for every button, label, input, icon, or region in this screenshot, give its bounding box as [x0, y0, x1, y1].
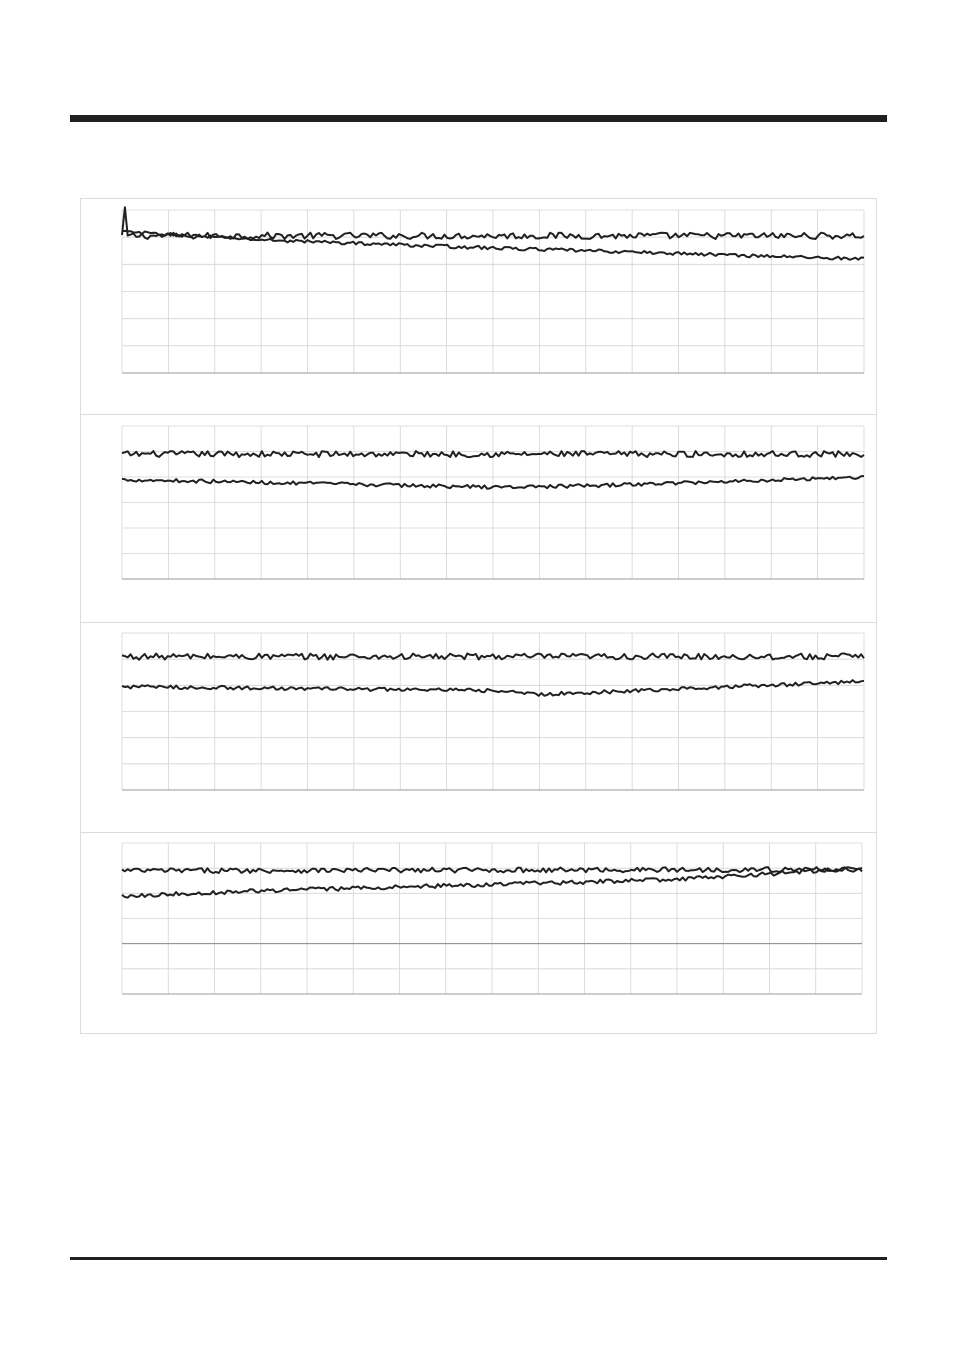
chart-panel-2	[122, 426, 864, 579]
chart-panel-1	[122, 207, 864, 373]
bottom-rule	[70, 1257, 887, 1260]
chart-panel-4	[122, 843, 862, 994]
chart-panel-3	[122, 633, 864, 790]
